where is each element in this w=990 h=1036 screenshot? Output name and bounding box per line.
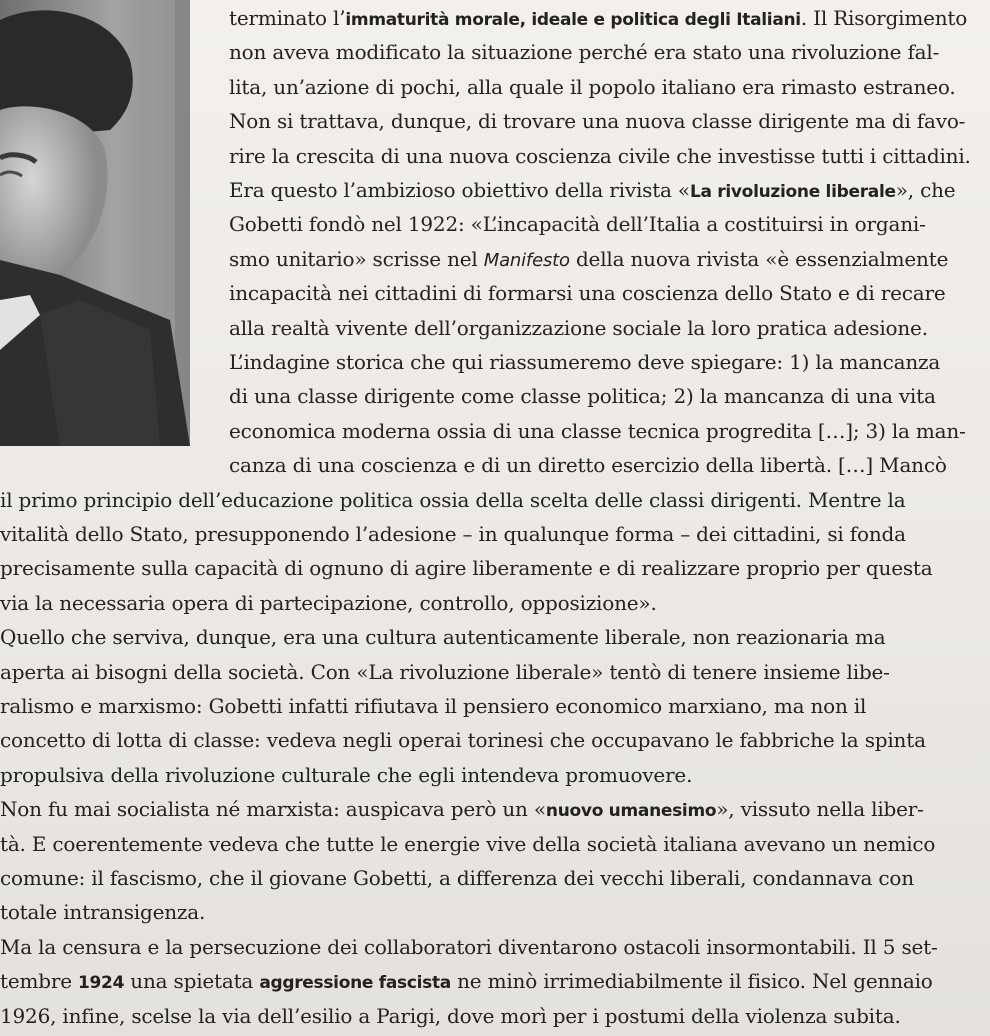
text-line: il primo principio dell’educazione politica ossia della scelta delle classi dirigenti. Mentre la — [0, 487, 906, 512]
text-line: canza di una coscienza e di un diretto esercizio della libertà. […] Mancò — [229, 453, 947, 478]
text-line: di una classe dirigente come classe politica; 2) la mancanza di una vita — [229, 384, 936, 409]
text-line: precisamente sulla capacità di ognuno di agire liberamente e di realizzare proprio per questa — [0, 556, 933, 581]
text-line: Ma la censura e la persecuzione dei collaboratori diventarono ostacoli insormontabili. Il 5 set- — [0, 934, 938, 959]
text-line: lita, un’azione di pochi, alla quale il popolo italiano era rimasto estraneo. — [229, 74, 956, 99]
text-line: concetto di lotta di classe: vedeva negli operai torinesi che occupavano le fabbriche la spinta — [0, 728, 926, 753]
text-line: economica moderna ossia di una classe tecnica progredita […]; 3) la man- — [229, 418, 966, 443]
text-line: incapacità nei cittadini di formarsi una coscienza dello Stato e di recare — [229, 281, 946, 306]
text-line: rire la crescita di una nuova coscienza civile che investisse tutti i cittadini. — [229, 143, 971, 168]
text-line: terminato l’immaturità morale, ideale e politica degli Italiani. Il Risorgimento — [229, 6, 968, 30]
text-line: non aveva modificato la situazione perché era stato una rivoluzione fal- — [229, 40, 940, 65]
text-line: L’indagine storica che qui riassumeremo deve spiegare: 1) la mancanza — [229, 350, 941, 374]
text-line: Non si trattava, dunque, di trovare una nuova classe dirigente ma di favo- — [229, 109, 966, 134]
text-line: Era questo l’ambizioso obiettivo della rivista «La rivoluzione liberale», che — [229, 178, 956, 202]
text-line: smo unitario» scrisse nel Manifesto della nuova rivista «è essenzialmente — [229, 246, 949, 271]
text-line: vitalità dello Stato, presupponendo l’adesione – in qualunque forma – dei cittadini, si fonda — [0, 522, 906, 546]
text-line: totale intransigenza. — [0, 900, 206, 925]
text-line: tà. E coerentemente vedeva che tutte le energie vive della società italiana avevano un nemico — [0, 831, 936, 856]
text-line: aperta ai bisogni della società. Con «La rivoluzione liberale» tentò di tenere insieme libe- — [0, 659, 890, 684]
text-line: comune: il fascismo, che il giovane Gobetti, a differenza dei vecchi liberali, condannava con — [0, 866, 914, 890]
text-line: ralismo e marxismo: Gobetti infatti rifiutava il pensiero economico marxiano, ma non il — [0, 694, 867, 718]
text-line: via la necessaria opera di partecipazione, controllo, opposizione». — [0, 590, 657, 615]
text-line: Quello che serviva, dunque, era una cultura autenticamente liberale, non reazionaria ma — [0, 625, 886, 650]
text-line: alla realtà vivente dell’organizzazione sociale la loro pratica adesione. — [229, 315, 928, 340]
text-line: Gobetti fondò nel 1922: «L’incapacità dell’Italia a costituirsi in organi- — [229, 212, 926, 237]
text-line: 1926, infine, scelse la via dell’esilio a Parigi, dove morì per i postumi della violenza subita. — [0, 1003, 901, 1028]
text-line: propulsiva della rivoluzione culturale che egli intendeva promuovere. — [0, 762, 693, 787]
text-line: tembre 1924 una spietata aggressione fascista ne minò irrimediabilmente il fisico. Nel gennaio — [0, 969, 933, 994]
text-line: Non fu mai socialista né marxista: auspicava però un «nuovo umanesimo», vissuto nella liber- — [0, 797, 924, 822]
portrait-photo — [0, 0, 190, 446]
